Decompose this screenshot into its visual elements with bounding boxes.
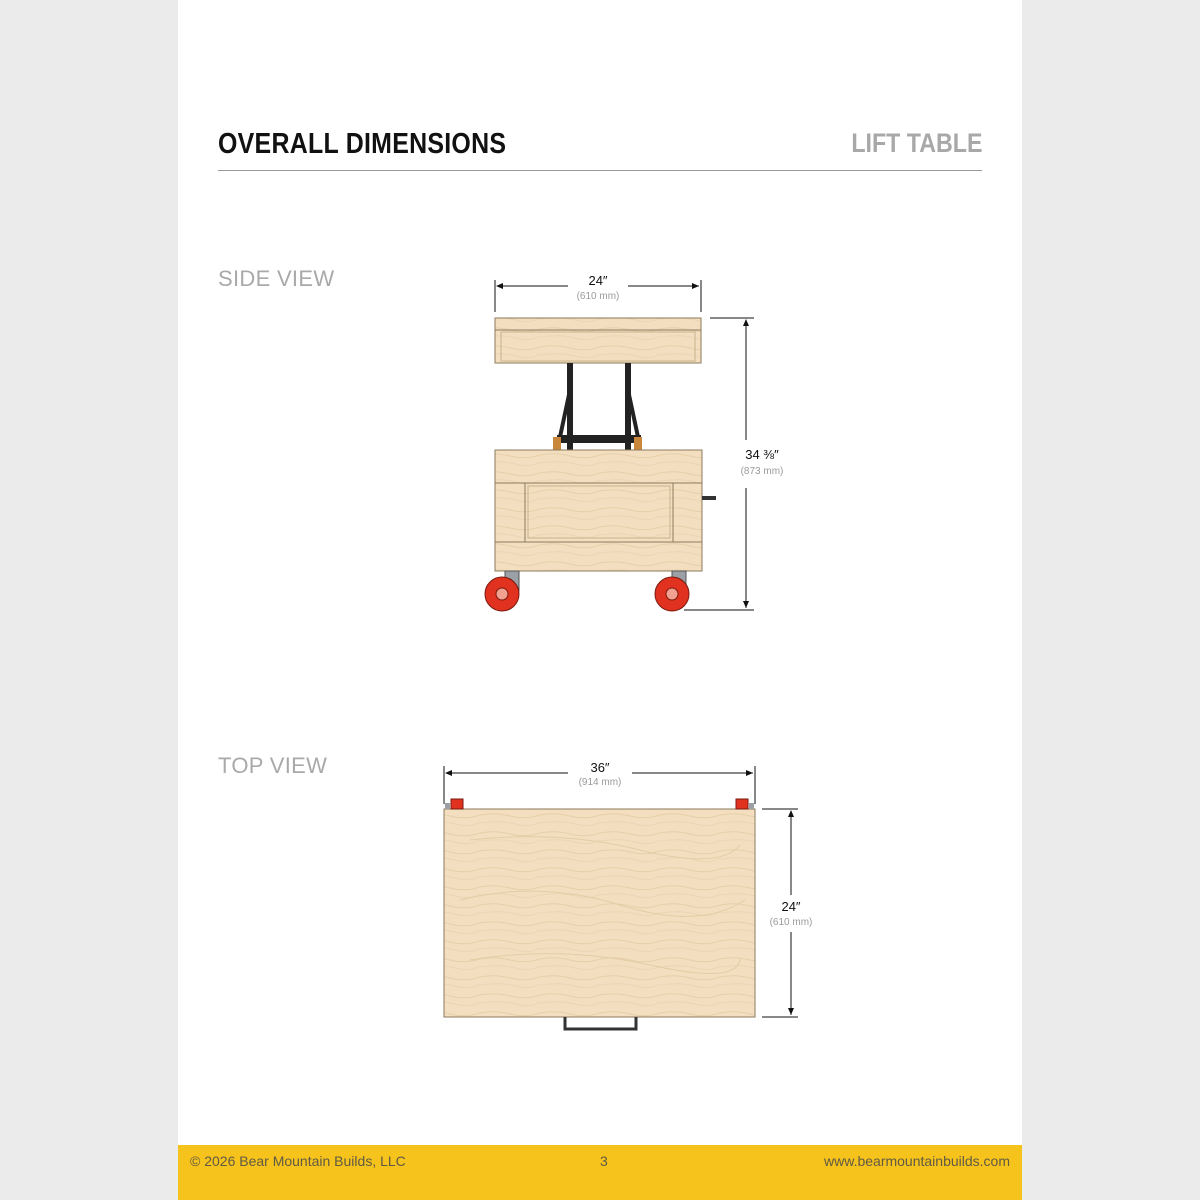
side-width-metric-label: (610 mm) — [576, 291, 620, 302]
page-number: 3 — [600, 1153, 608, 1169]
top-view-drawing — [444, 799, 755, 1029]
top-depth-label: 24″ — [781, 899, 801, 914]
top-length-dimension — [444, 760, 755, 804]
side-width-dimension — [495, 273, 701, 312]
document-name: LIFT TABLE — [850, 128, 982, 158]
footer-copyright: © 2026 Bear Mountain Builds, LLC — [190, 1153, 406, 1169]
side-height-metric-label: (873 mm) — [740, 466, 784, 477]
top-length-metric-label: (914 mm) — [578, 777, 622, 788]
base-cabinet — [495, 450, 702, 571]
top-view-label: TOP VIEW — [218, 753, 328, 778]
top-length-label: 36″ — [590, 760, 610, 775]
footer-website[interactable]: www.bearmountainbuilds.com — [824, 1153, 1010, 1169]
crank-handle — [702, 496, 716, 500]
top-depth-dimension — [762, 809, 812, 1017]
caster-top-right — [736, 799, 748, 809]
table-top-surface — [444, 809, 755, 1017]
side-view-drawing — [485, 318, 716, 611]
side-width-label: 24″ — [588, 273, 608, 288]
side-height-label: 34 ⅜″ — [745, 447, 779, 462]
top-depth-metric-label: (610 mm) — [769, 917, 813, 928]
tabletop — [495, 318, 701, 363]
caster-top-left — [451, 799, 463, 809]
side-view-label: SIDE VIEW — [218, 266, 335, 291]
page-title: OVERALL DIMENSIONS — [218, 128, 507, 160]
top-view-handle — [565, 1017, 636, 1029]
